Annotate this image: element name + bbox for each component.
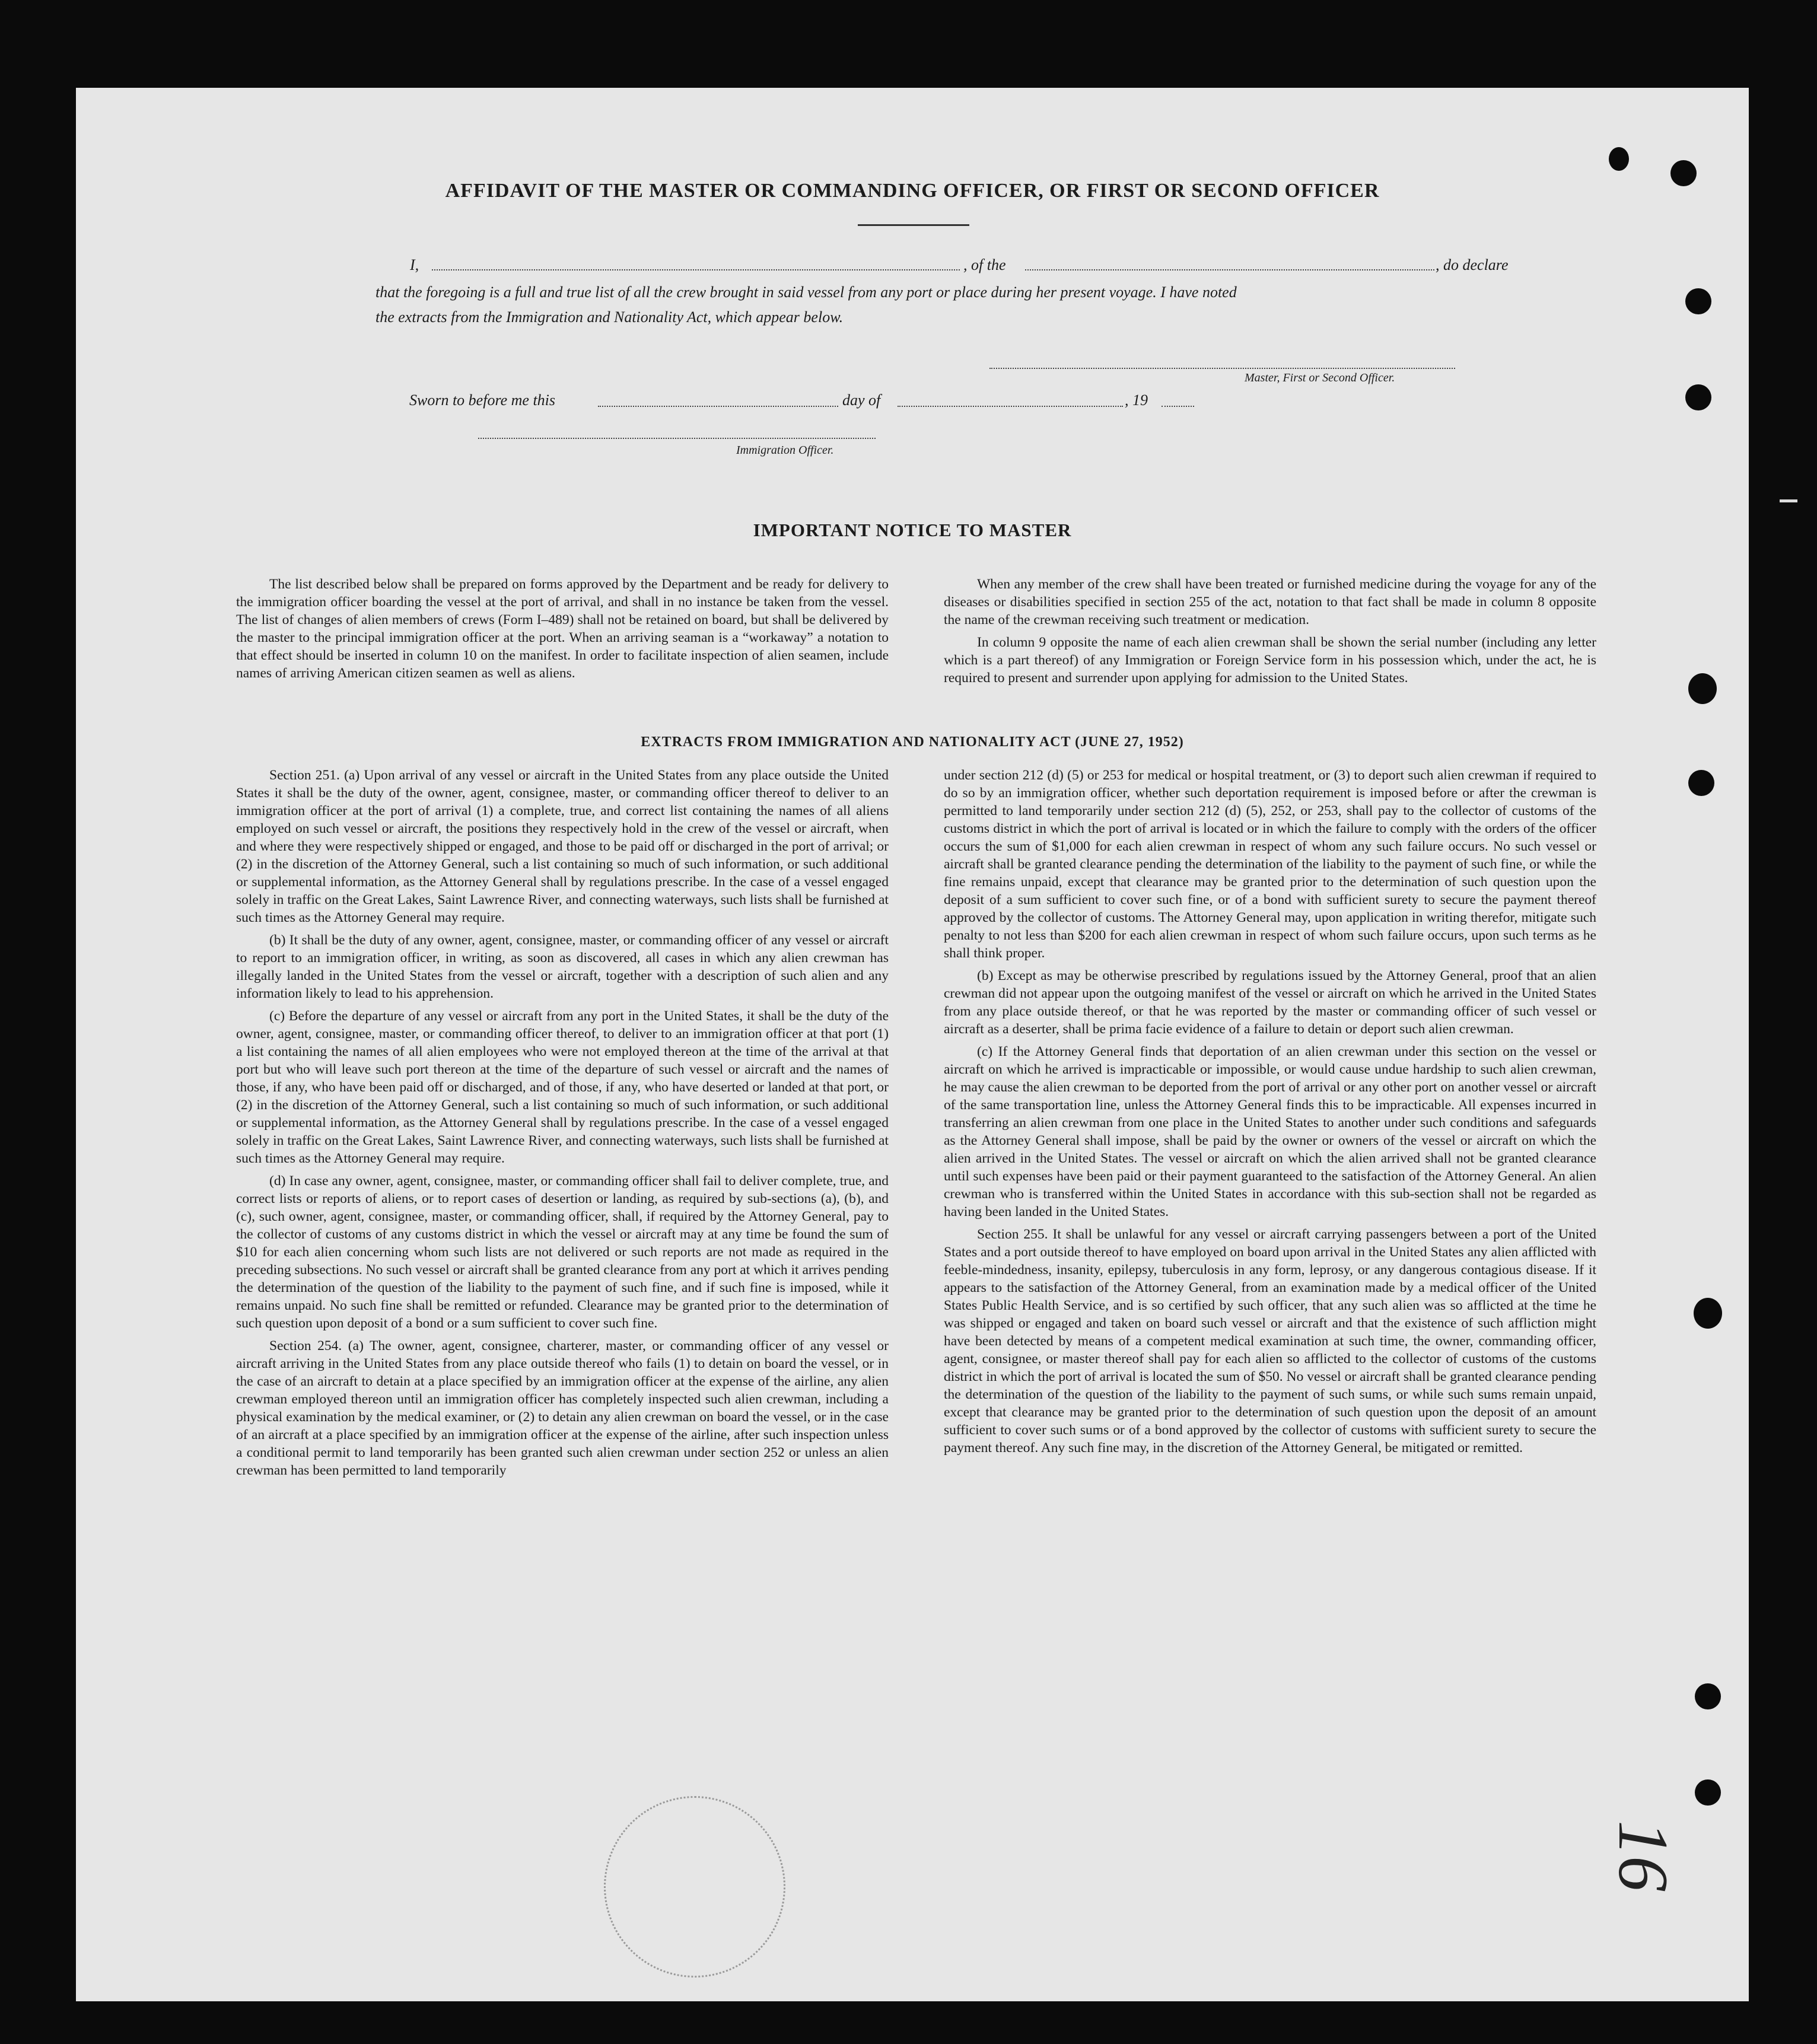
document-page <box>76 88 1749 2001</box>
sworn-day-of-label: day of <box>842 391 881 409</box>
extract-section-251c: (c) Before the departure of any vessel or aircraft from any port in the United States, it shall be the duty of the owner, agent, consignee, master, or commanding officer thereof, to deliver to an immigration officer at that port (1) a list containing the names of all alien employees who were not employed thereon at the time of the arrival at that port but who will leave such port thereon at the time of the departure of such vessel or aircraft and the names of those, if any, who have been paid off or discharged, and of those, if any, who have deserted or landed at that port, or (2) in the discretion of the Attorney General, such a list containing so much of such information, or such additional or supplemental information, as the Attorney General shall by regulations prescribe. In the case of a vessel engaged solely in traffic on the Great Lakes, Saint Lawrence River, and connecting waterways, such lists shall be furnished at such times as the Attorney General may require. <box>236 1008 889 1166</box>
affidavit-statement-line-2: the extracts from the Immigration and Nationality Act, which appear below. <box>376 308 844 326</box>
faint-stamp-mark <box>604 1796 785 1978</box>
binder-hole <box>1609 147 1629 171</box>
extracts-title: EXTRACTS FROM IMMIGRATION AND NATIONALITY ACT (JUNE 27, 1952) <box>641 734 1184 750</box>
binder-hole <box>1685 288 1711 314</box>
extract-section-251a: Section 251. (a) Upon arrival of any vessel or aircraft in the United States from any place outside the United States it shall be the duty of the owner, agent, consignee, master, or commanding officer thereof to deliver to an immigration officer at the port of arrival (1) a complete, true, and correct list containing the names of all aliens employed on such vessel or aircraft, the positions they respectively hold in the crew of the vessel or aircraft, when and where they were respectively shipped or engaged, and those to be paid off or discharged in the port of arrival; or (2) in the discretion of the Attorney General, such a list containing so much of such information, or such additional or supplemental information, as the Attorney General shall by regulations prescribe. In the case of a vessel engaged solely in traffic on the Great Lakes, Saint Lawrence River, and connecting waterways, such lists shall be furnished at such times as the Attorney General may require. <box>236 768 889 925</box>
handwritten-page-number: 16 <box>1604 1820 1683 1892</box>
master-signature-line <box>989 368 1455 369</box>
notice-right-paragraph-1: When any member of the crew shall have been treated or furnished medicine during the voyage for any of the diseases or disabilities specified in section 255 of the act, notation to that fact shall be made in column 8 opposite the name of the crewman receiving such treatment or medication. <box>944 577 1596 628</box>
extract-section-254a: Section 254. (a) The owner, agent, consignee, charterer, master, or commanding officer of any vessel or aircraft arriving in the United States from any place outside thereof who fails (1) to detain on board the vessel, or in the case of an aircraft to detain at a place specified by an immigration officer at the expense of the airline, any alien crewman employed thereon until an immigration officer has completely inspected such alien crewman, including a physical examination by the medical examiner, or (2) to detain any alien crewman on board the vessel, or in the case of an aircraft at a place specified by an immigration officer at the expense of the airline, after such inspection unless a conditional permit to land temporarily has been granted such alien crewman under section 252 or unless an alien crewman has been permitted to land temporarily <box>236 1338 889 1478</box>
extract-section-251d: (d) In case any owner, agent, consignee, master, or commanding officer shall fail to deliver complete, true, and correct lists or reports of aliens, or to report cases of desertion or landing, as required by sub-sections (a), (b), and (c), such owner, agent, consignee, master, or commanding officer, shall, if required by the Attorney General, pay to the collector of customs of any customs district in which the vessel or aircraft may at any time be found the sum of $10 for each alien concerning whom such lists are not delivered or such reports are not made as required in the preceding subsections. No such vessel or aircraft shall be granted clearance from any port at which it arrives pending the determination of the question of the liability to the payment of such fine, and if such fine is imposed, while it remains unpaid. No such fine shall be remitted or refunded. Clearance may be granted prior to the determination of such question upon deposit of a bond or a sum sufficient to cover such fine. <box>236 1173 889 1331</box>
affidavit-declare-label: , do declare <box>1436 256 1509 273</box>
extract-section-251b: (b) It shall be the duty of any owner, agent, consignee, master, or commanding officer of any vessel or aircraft to report to an immigration officer, in writing, as soon as discovered, all cases in which any alien crewman has illegally landed in the United States from the vessel or aircraft, together with a description of such alien and any information likely to lead to his apprehension. <box>236 932 889 1001</box>
extract-section-254a-continued: under section 212 (d) (5) or 253 for medical or hospital treatment, or (3) to deport such alien crewman if required to do so by an immigration officer, whether such deportation requirement is imposed before or after the crewman is permitted to land temporarily under section 212 (d) (5), 252, or 253, shall pay to the collector of customs of the customs district in which the port of arrival is located or in which the failure to comply with the orders of the officer occurs the sum of $1,000 for each alien crewman in respect of whom any such failure occurs. No such vessel or aircraft shall be granted clearance pending the determination of the liability to the payment of such fine, or while the fine remains unpaid, except that clearance may be granted prior to the determination of such question upon the deposit of a sum sufficient to cover such fine, or of a bond with sufficient surety to secure the payment thereof approved by the collector of customs. The Attorney General may, upon application in writing therefor, mitigate such penalty to not less than $200 for each alien crewman in respect of whom such failure occurs, upon such terms as he shall think proper. <box>944 768 1596 961</box>
binder-hole <box>1685 384 1711 410</box>
extract-section-254b: (b) Except as may be otherwise prescribed by regulations issued by the Attorney General, proof that an alien crewman did not appear upon the outgoing manifest of the vessel or aircraft on which he arrived in the United States from any place outside thereof, or that he was reported by the master or commanding officer of such vessel or aircraft as a deserter, shall be prima facie evidence of a failure to detain or deport such alien crewman. <box>944 968 1596 1037</box>
vessel-name-line <box>1025 269 1434 270</box>
extracts-left-column <box>236 766 889 1484</box>
extract-section-254c: (c) If the Attorney General finds that deportation of an alien crewman under this section on the vessel or aircraft on which he arrived is impracticable or impossible, or would cause undue hardship to such alien crewman, he may cause the alien crewman to be deported from the port of arrival or any other port on another vessel or aircraft of the same transportation line, unless the Attorney General finds this to be impracticable. All expenses incurred in transferring an alien crewman from one place in the United States to another under such conditions and safeguards as the Attorney General shall impose, shall be paid by the owner or owners of the vessel or aircraft on which the alien arrived in the United States. The vessel or aircraft on which the alien arrived shall not be granted clearance until such expenses have been paid or their payment guaranteed to the satisfaction of the Attorney General. An alien crewman who is transferred within the United States in accordance with this sub-section shall not be regarded as having been landed in the United States. <box>944 1044 1596 1220</box>
binder-hole <box>1694 1298 1722 1329</box>
officer-signature-label: Immigration Officer. <box>736 444 834 457</box>
master-signature-label: Master, First or Second Officer. <box>1245 371 1395 384</box>
affidavit-of-the-label: , of the <box>963 256 1006 273</box>
officer-signature-line <box>478 438 876 439</box>
edge-tab-mark <box>1780 499 1797 502</box>
affidavit-title: AFFIDAVIT OF THE MASTER OR COMMANDING OFFICER, OR FIRST OR SECOND OFFICER <box>445 180 1380 202</box>
binder-hole <box>1688 673 1717 704</box>
sworn-year-line <box>1162 406 1194 407</box>
binder-hole <box>1670 160 1697 186</box>
sworn-date-line <box>598 406 838 407</box>
sworn-year-label: , 19 <box>1125 391 1148 409</box>
extracts-right-column <box>944 766 1596 1462</box>
title-underline <box>858 224 969 226</box>
affidavit-i-label: I, <box>410 256 419 273</box>
sworn-prefix-label: Sworn to before me this <box>409 391 556 409</box>
binder-hole <box>1688 770 1714 796</box>
binder-hole <box>1695 1683 1721 1709</box>
declarant-name-line <box>432 269 960 270</box>
extract-section-255: Section 255. It shall be unlawful for any vessel or aircraft carrying passengers between a port of the United States and a port outside thereof to have employed on board upon arrival in the United States any alien afflicted with feeble-mindedness, insanity, epilepsy, tuberculosis in any form, leprosy, or any dangerous contagious disease. If it appears to the satisfaction of the Attorney General, from an examination made by a medical officer of the United States Public Health Service, and is so certified by such officer, that any such alien was so afflicted at the time he was shipped or engaged and taken on board such vessel or aircraft and that the existence of such affliction might have been detected by means of a competent medical examination at such time, the owner, commanding officer, agent, consignee, or master thereof shall pay for each alien so afflicted to the collector of customs of the customs district in which the port of arrival is located the sum of $50. No vessel or aircraft shall be granted clearance pending the determination of the question of the liability to the payment of such sums, or while such sums remain unpaid, except that clearance may be granted prior to the determination of such question upon the deposit of an amount sufficient to cover such sums or of a bond approved by the collector of customs with sufficient surety to secure the payment thereof. Any such fine may, in the discretion of the Attorney General, be mitigated or remitted. <box>944 1227 1596 1456</box>
notice-title: IMPORTANT NOTICE TO MASTER <box>753 520 1072 540</box>
binder-hole <box>1695 1779 1721 1806</box>
notice-right-paragraph-2: In column 9 opposite the name of each alien crewman shall be shown the serial number (including any letter which is a part thereof) of any Immigration or Foreign Service form in his possession which, under the act, he is required to present and surrender upon applying for admission to the United States. <box>944 635 1596 686</box>
notice-left-column <box>236 575 889 687</box>
affidavit-statement-line: that the foregoing is a full and true list of all the crew brought in said vessel from any port or place during her present voyage. I have noted <box>376 284 1237 301</box>
notice-right-column <box>944 575 1596 692</box>
sworn-month-line <box>898 406 1123 407</box>
notice-left-paragraph: The list described below shall be prepared on forms approved by the Department and be ready for delivery to the immigration officer boarding the vessel at the port of arrival, and shall in no instance be taken from the vessel. The list of changes of alien members of crews (Form I–489) shall not be retained on board, but shall be delivered by the master to the principal immigration officer at the port. When an arriving seaman is a “workaway” a notation to that effect should be inserted in column 10 on the manifest. In order to facilitate inspection of alien seamen, include names of arriving American citizen seamen as well as aliens. <box>236 577 889 681</box>
